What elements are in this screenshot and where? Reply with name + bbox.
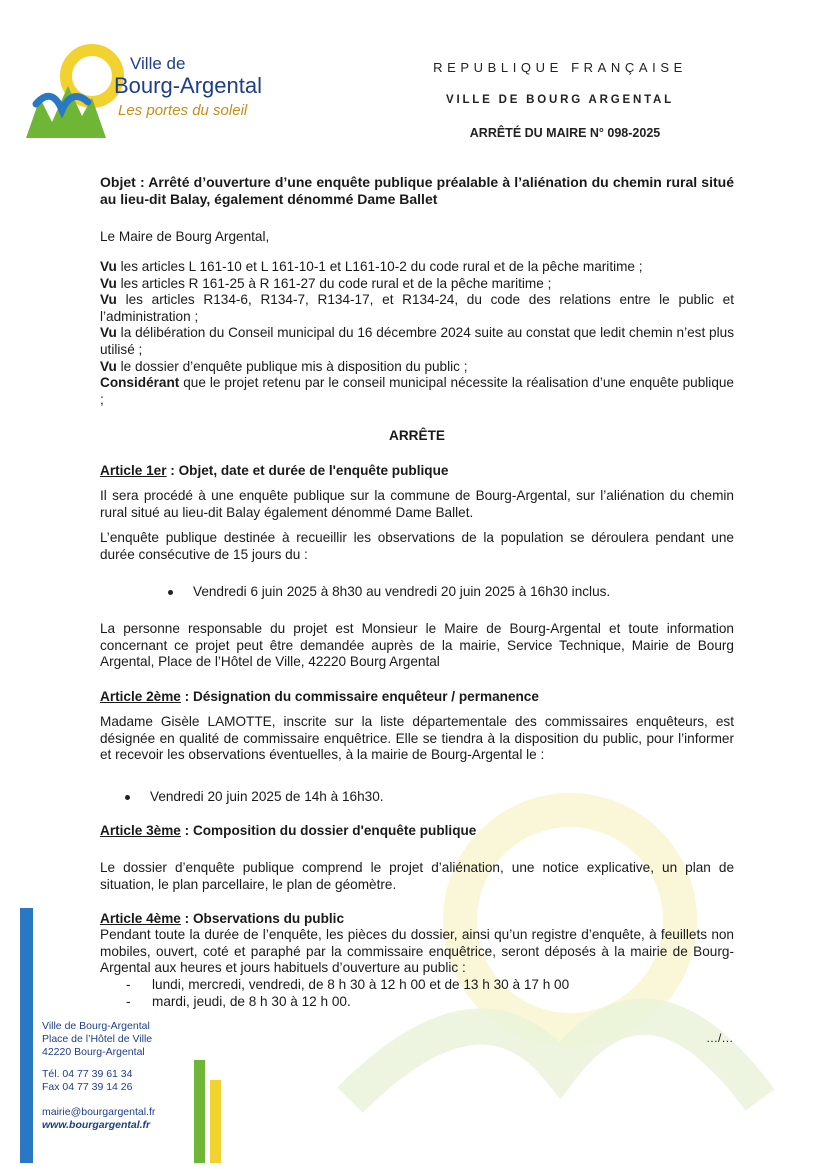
article-1-title: Article 1er : Objet, date et durée de l'enquête publique bbox=[100, 463, 449, 478]
bullet-icon bbox=[168, 590, 173, 595]
objet-text: Arrêté d’ouverture d’une enquête publique préalable à l’aliénation du chemin rural situé au lieu-dit Balay, également dénommé Dame Ballet bbox=[100, 174, 734, 207]
sidebar-tel: Tél. 04 77 39 61 34 bbox=[42, 1068, 133, 1080]
visa-item: Vu la délibération du Conseil municipal du 16 décembre 2024 suite au constat que ledit chemin n’est plus utilisé ; bbox=[100, 325, 734, 357]
objet-label: Objet : bbox=[100, 174, 145, 190]
article-3-title: Article 3ème : Composition du dossier d'enquête publique bbox=[100, 823, 477, 838]
header-republic: REPUBLIQUE FRANÇAISE bbox=[433, 60, 687, 75]
article-1-paragraph-2: L’enquête publique destinée à recueillir les observations de la population se déroulera pendant une durée consécutive de 15 jours du : bbox=[100, 530, 734, 562]
objet-paragraph bbox=[100, 174, 734, 208]
visa-item: Vu les articles R134-6, R134-7, R134-17, et R134-24, du code des relations entre le public et l’administration ; bbox=[100, 292, 734, 324]
sidebar-address-2: 42220 Bourg-Argental bbox=[42, 1046, 145, 1058]
sidebar-address-1: Place de l’Hôtel de Ville bbox=[42, 1033, 153, 1045]
sidebar-website[interactable]: www.bourgargental.fr bbox=[42, 1119, 151, 1131]
visa-item: Vu les articles R 161-25 à R 161-27 du code rural et de la pêche maritime ; bbox=[100, 275, 552, 291]
header-decree-number: ARRÊTÉ DU MAIRE N° 098-2025 bbox=[469, 126, 661, 140]
article-1-paragraph-3: La personne responsable du projet est Monsieur le Maire de Bourg-Argental et toute information concernant ce projet peut être demandée auprès de la mairie, Service Technique, Mairie de Bourg Argental, Place de l’Hôtel de Ville, 42220 Bourg Argental bbox=[100, 621, 734, 670]
article-4-dash-item-2: - mardi, jeudi, de 8 h 30 à 12 h 00. bbox=[126, 994, 351, 1009]
sidebar-fax: Fax 04 77 39 14 26 bbox=[42, 1081, 133, 1093]
article-4-paragraph-1: Pendant toute la durée de l’enquête, les pièces du dossier, ainsi qu’un registre d’enquête, à feuillets non mobiles, ouvert, coté et paraphé par la commissaire enquêtrice, seront déposés à la mairie de Bourg-Argental aux heures et jours habituels d’ouverture au public : bbox=[100, 927, 734, 976]
logo-line-1: Ville de bbox=[130, 54, 186, 73]
article-2-bullet: Vendredi 20 juin 2025 de 14h à 16h30. bbox=[125, 789, 384, 806]
article-2-paragraph-1: Madame Gisèle LAMOTTE, inscrite sur la liste départementale des commissaires enquêteurs, est désignée en qualité de commissaire enquêtrice. Elle se tiendra à la disposition du public, pour l’informer et recevoir les observations éventuelles, à la mairie de Bourg-Argental le : bbox=[100, 714, 734, 763]
intro-line: Le Maire de Bourg Argental, bbox=[100, 229, 270, 244]
article-2-title: Article 2ème : Désignation du commissaire enquêteur / permanence bbox=[100, 689, 539, 704]
continued-marker: …/… bbox=[706, 1031, 734, 1045]
sidebar-bar-yellow bbox=[210, 1080, 221, 1163]
article-3-paragraph-1: Le dossier d’enquête publique comprend le projet d’aliénation, une notice explicative, un plan de situation, le plan parcellaire, le plan de géomètre. bbox=[100, 860, 734, 892]
sidebar-bar-green bbox=[194, 1060, 205, 1163]
header-city: VILLE DE BOURG ARGENTAL bbox=[446, 94, 674, 106]
visa-item: Vu les articles L 161-10 et L 161-10-1 et L161-10-2 du code rural et de la pêche maritime ; bbox=[100, 259, 643, 274]
logo-line-3: Les portes du soleil bbox=[118, 102, 248, 119]
arrete-heading: ARRÊTE bbox=[389, 428, 445, 443]
logo-line-2: Bourg-Argental bbox=[114, 73, 262, 98]
article-4-title: Article 4ème : Observations du public bbox=[100, 911, 345, 926]
visa-item: Considérant que le projet retenu par le conseil municipal nécessite la réalisation d’une enquête publique ; bbox=[100, 375, 734, 407]
city-logo bbox=[22, 42, 292, 142]
bullet-icon bbox=[125, 795, 130, 800]
article-4-dash-item-1: - lundi, mercredi, vendredi, de 8 h 30 à 12 h 00 et de 13 h 30 à 17 h 00 bbox=[126, 977, 570, 992]
sidebar-email[interactable]: mairie@bourgargental.fr bbox=[42, 1106, 156, 1118]
sidebar-bar-blue bbox=[20, 908, 33, 1163]
visas-block bbox=[100, 259, 734, 408]
article-1-bullet: Vendredi 6 juin 2025 à 8h30 au vendredi 20 juin 2025 à 16h30 inclus. bbox=[168, 584, 610, 601]
sidebar-org: Ville de Bourg-Argental bbox=[42, 1020, 150, 1032]
sidebar-contact bbox=[42, 1020, 192, 1132]
visa-item: Vu le dossier d’enquête publique mis à disposition du public ; bbox=[100, 358, 468, 374]
article-1-paragraph-1: Il sera procédé à une enquête publique sur la commune de Bourg-Argental, sur l’aliénation du chemin rural situé au lieu-dit Balay également dénommé Dame Ballet. bbox=[100, 488, 734, 520]
